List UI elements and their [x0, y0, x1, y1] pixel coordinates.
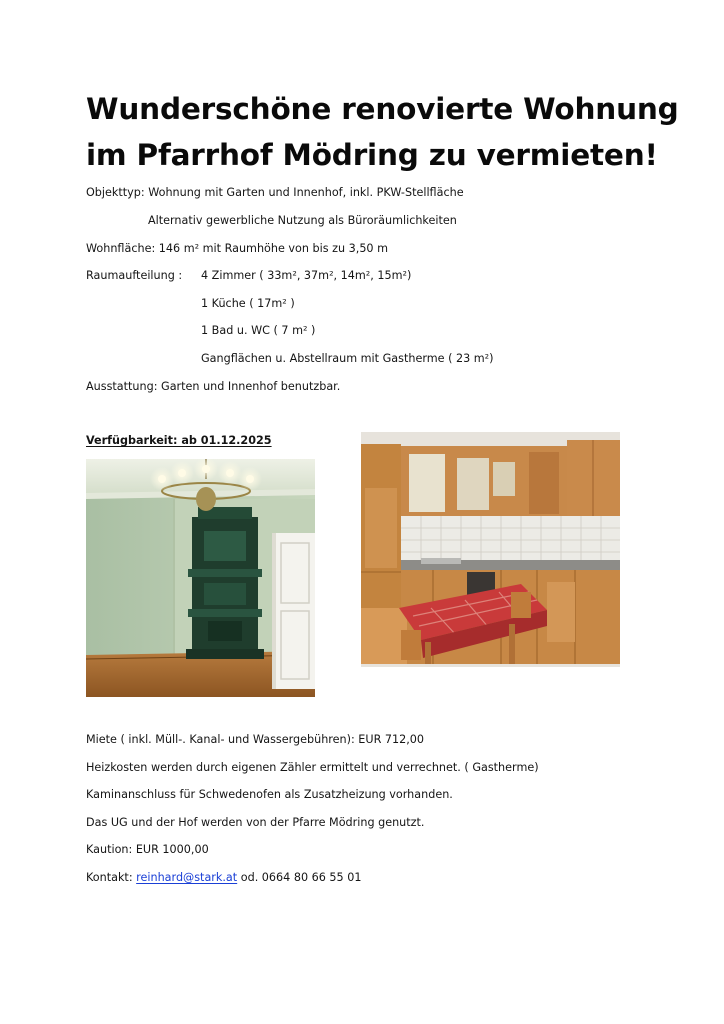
room-item: 4 Zimmer ( 33m², 37m², 14m², 15m²) — [201, 269, 412, 282]
room-item: 1 Bad u. WC ( 7 m² ) — [201, 324, 316, 337]
heizkosten-text: Heizkosten werden durch eigenen Zähler ermittelt und verrechnet. ( Gastherme) — [86, 761, 539, 774]
title-line-1: Wunderschöne renovierte Wohnung — [86, 92, 679, 126]
raumaufteilung-label: Raumaufteilung : — [86, 269, 183, 282]
ug-text: Das UG und der Hof werden von der Pfarre Mödring genutzt. — [86, 816, 425, 829]
availability-heading: Verfügbarkeit: ab 01.12.2025 — [86, 434, 272, 447]
kitchen-photo — [361, 432, 620, 667]
wohnflaeche-text: Wohnfläche: 146 m² mit Raumhöhe von bis zu 3,50 m — [86, 242, 389, 255]
alternativ-text: Alternativ gewerbliche Nutzung als Büroräumlichkeiten — [148, 214, 457, 227]
room-stove-photo — [86, 459, 315, 697]
contact-phone: od. 0664 80 66 55 01 — [237, 871, 362, 884]
contact-email-link[interactable]: reinhard@stark.at — [136, 871, 238, 884]
kaution-text: Kaution: EUR 1000,00 — [86, 843, 209, 856]
ausstattung-text: Ausstattung: Garten und Innenhof benutzbar. — [86, 380, 341, 393]
room-item: Gangflächen u. Abstellraum mit Gastherme ( 23 m²) — [201, 352, 494, 365]
kamin-text: Kaminanschluss für Schwedenofen als Zusatzheizung vorhanden. — [86, 788, 453, 801]
objekttyp-text: Objekttyp: Wohnung mit Garten und Innenhof, inkl. PKW-Stellfläche — [86, 186, 464, 199]
miete-text: Miete ( inkl. Müll-. Kanal- und Wassergebühren): EUR 712,00 — [86, 733, 425, 746]
room-item: 1 Küche ( 17m² ) — [201, 297, 295, 310]
contact-line — [86, 871, 361, 885]
contact-prefix: Kontakt: — [86, 871, 137, 884]
title-line-2: im Pfarrhof Mödring zu vermieten! — [86, 138, 658, 172]
page-title — [86, 86, 686, 178]
